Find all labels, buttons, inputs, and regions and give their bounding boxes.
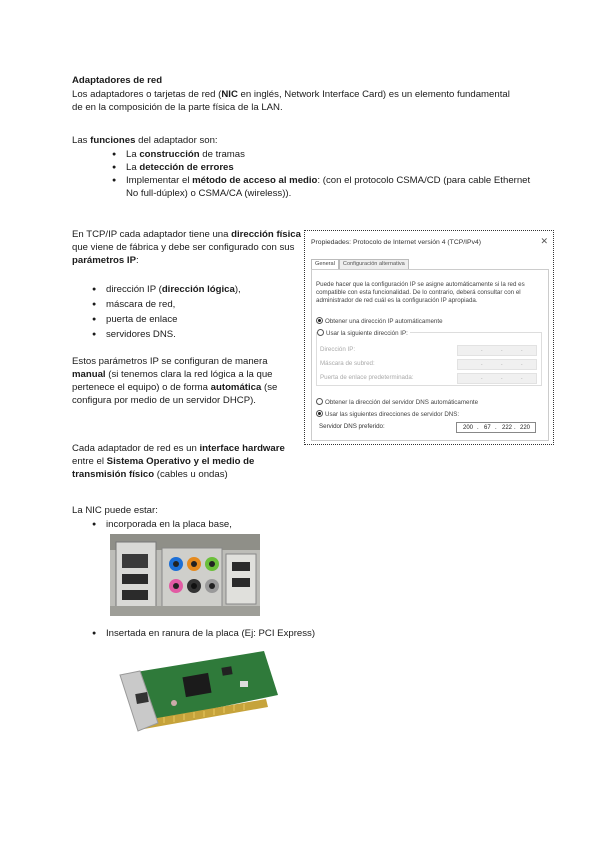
list-item: ● Insertada en ranura de la placa (Ej: PCI Express) <box>92 627 412 640</box>
nic-list-2 <box>92 627 412 640</box>
intro-paragraph: Los adaptadores o tarjetas de red (NIC en inglés, Network Interface Card) es un elemento fundamental de en la composición de la parte física de la LAN. <box>72 89 510 113</box>
list-item: ● dirección IP (dirección lógica), <box>92 283 292 296</box>
preferred-dns-row: Servidor DNS preferido: 200 . 67 . 222 . 220 <box>316 422 536 432</box>
functions-list <box>112 148 532 200</box>
radio-manual-ip[interactable]: Usar la siguiente dirección IP: <box>317 329 410 338</box>
radio-unselected-icon <box>316 398 323 405</box>
radio-unselected-icon <box>317 329 324 336</box>
ip-address-field[interactable]: . . . <box>457 345 537 356</box>
nic-list-1 <box>92 518 392 531</box>
functions-lead: Las funciones del adaptador son: <box>72 135 218 146</box>
subnet-mask-row: Máscara de subred: . . . <box>317 359 537 369</box>
radio-selected-icon <box>316 410 323 417</box>
motherboard-io-illustration <box>110 534 260 616</box>
section-heading: Adaptadores de red <box>72 75 163 86</box>
radio-manual-dns[interactable]: Usar las siguientes direcciones de servidor DNS: <box>316 410 459 419</box>
list-item: ● incorporada en la placa base, <box>92 518 392 531</box>
ip-address-row: Dirección IP: . . . <box>317 345 537 355</box>
dialog-tabs <box>311 259 409 269</box>
radio-auto-dns[interactable]: Obtener la dirección del servidor DNS automáticamente <box>316 398 478 407</box>
preferred-dns-field[interactable]: 200 . 67 . 222 . 220 <box>456 422 536 433</box>
list-item: ● La detección de errores <box>112 161 532 174</box>
subnet-mask-field[interactable]: . . . <box>457 359 537 370</box>
manual-ip-group <box>316 332 542 386</box>
pci-card-illustration <box>114 645 284 735</box>
list-item: ● puerta de enlace <box>92 313 292 326</box>
radio-auto-ip[interactable]: Obtener una dirección IP automáticamente <box>316 317 443 326</box>
dialog-panel <box>311 269 549 441</box>
interface-paragraph: Cada adaptador de red es un interface hardware entre el Sistema Operativo y el medio de transmisión físico (cables u ondas) <box>72 443 285 480</box>
tab-alternate-config[interactable]: Configuración alternativa <box>339 259 409 269</box>
gateway-row: Puerta de enlace predeterminada: . . . <box>317 373 537 383</box>
ip-parameters-list <box>92 283 292 342</box>
list-item: ● servidores DNS. <box>92 328 292 341</box>
pci-network-card-photo <box>114 645 284 735</box>
close-icon[interactable]: ✕ <box>540 236 548 246</box>
nic-lead: La NIC puede estar: <box>72 505 158 516</box>
tab-general[interactable]: General <box>311 259 339 269</box>
dialog-description: Puede hacer que la configuración IP se asigne automáticamente si la red es compatible con esta funcionalidad. De lo contrario, deberá consultar con el administrador de red cuál es la configuración IP apropiada. <box>316 281 525 304</box>
list-item: ● La construcción de tramas <box>112 148 532 161</box>
gateway-field[interactable]: . . . <box>457 373 537 384</box>
dialog-title: Propiedades: Protocolo de Internet versión 4 (TCP/IPv4) <box>311 239 482 246</box>
radio-selected-icon <box>316 317 323 324</box>
tcp-paragraph: En TCP/IP cada adaptador tiene una dirección física que viene de fábrica y debe ser configurado con sus parámetros IP: <box>72 229 301 266</box>
motherboard-io-photo <box>110 534 260 616</box>
tcpip-properties-dialog <box>304 230 554 445</box>
config-paragraph: Estos parámetros IP se configuran de manera manual (si tenemos clara la red lógica a la que pertenece el equipo) o de forma automática (se configura por medio de un servidor DHCP). <box>72 356 278 406</box>
list-item: ● máscara de red, <box>92 298 292 311</box>
list-item: ● Implementar el método de acceso al medio: (con el protocolo CSMA/CD (para cable Ethernet No full-dúplex) o CSMA/CA (wireless)). <box>112 174 532 200</box>
